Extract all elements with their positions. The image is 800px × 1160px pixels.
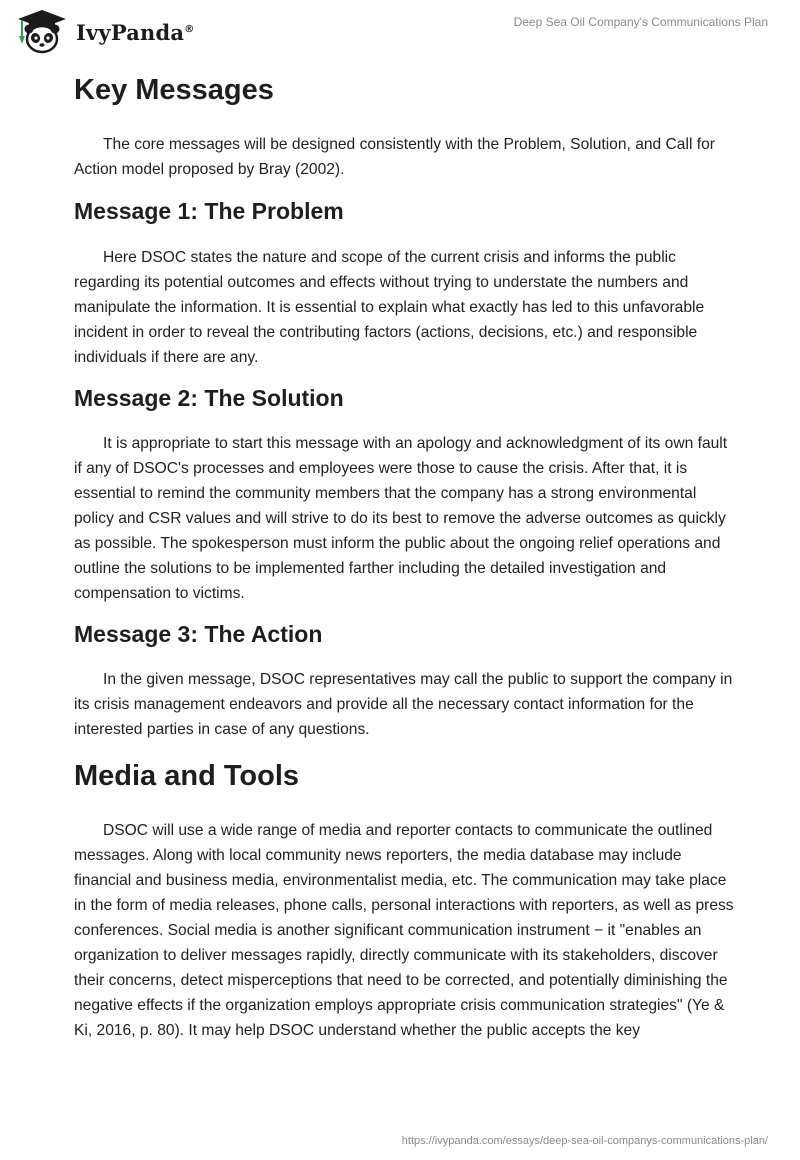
paragraph-message-1: Here DSOC states the nature and scope of the current crisis and informs the public regarding its potential outcomes and effects without trying to understate the numbers and manipulate the information. It is essential to explain what exactly has led to this unfavorable incident in order to reveal the contributing factors (actions, decisions, etc.) and responsible individuals if there are any. [74, 249, 705, 366]
registered-mark: ® [184, 23, 195, 35]
brand-name-text: IvyPanda [76, 19, 185, 45]
source-url[interactable]: https://ivypanda.com/essays/deep-sea-oil-companys-communications-plan/ [401, 1135, 768, 1147]
section-message-1 [74, 192, 734, 370]
heading-media-tools: Media and Tools [74, 760, 300, 792]
paragraph-message-3: In the given message, DSOC representatives may call the public to support the company in its crisis management endeavors and provide all the necessary contact information for the interested parties in case of any questions. [74, 671, 733, 738]
document-body [74, 68, 734, 1043]
panda-graduate-icon [14, 8, 70, 56]
paragraph-media-tools: DSOC will use a wide range of media and reporter contacts to communicate the outlined messages. Along with local community news reporters, the media database may include financial and business media, environmentalist media, etc. The communication may take place in the form of media releases, phone calls, personal interactions with reporters, as well as press conferences. Social media is another significant communication instrument − it "enables an organization to deliver messages rapidly, directly communicate with its stakeholders, discover their concerns, detect misperceptions that need to be corrected, and potentially diminishing the negative effects if the organization employs appropriate crisis communication strategies" (Ye & Ki, 2016, p. 80). It may help DSOC understand whether the public accepts the key [74, 822, 734, 1039]
section-message-2 [74, 379, 734, 606]
section-message-3 [74, 615, 734, 742]
heading-message-3: Message 3: The Action [74, 621, 323, 647]
paragraph-key-messages: The core messages will be designed consistently with the Problem, Solution, and Call for Action model proposed by Bray (2002). [74, 136, 715, 178]
heading-message-2: Message 2: The Solution [74, 385, 344, 411]
heading-key-messages: Key Messages [74, 74, 274, 106]
page-header [0, 0, 800, 64]
section-media-tools [74, 754, 734, 1043]
paragraph-message-2: It is appropriate to start this message with an apology and acknowledgment of its own fault if any of DSOC's processes and employees were those to cause the crisis. After that, it is essential to remind the community members that the company has a strong environmental policy and CSR values and will strive to do its best to remove the adverse outcomes as quickly as possible. The spokesperson must inform the public about the ongoing relief operations and outline the solutions to be implemented farther including the detailed investigation and compensation to victims. [74, 435, 728, 602]
section-key-messages [74, 68, 734, 182]
ivypanda-logo[interactable] [14, 8, 194, 56]
brand-name [76, 20, 194, 45]
document-title: Deep Sea Oil Company's Communications Plan [513, 15, 768, 29]
heading-message-1: Message 1: The Problem [74, 198, 344, 224]
